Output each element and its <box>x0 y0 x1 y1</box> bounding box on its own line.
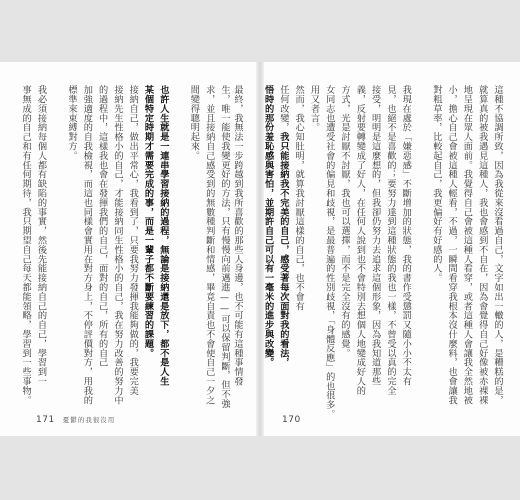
text-column <box>245 85 260 399</box>
text-run: 接納先生性格小的自己，才能接納同生性格小的自己，我在努力改善的努力中 <box>111 85 123 405</box>
text-column <box>110 85 125 405</box>
text-column <box>156 85 171 399</box>
text-column <box>291 85 306 399</box>
text-run <box>173 85 184 94</box>
text-run: 這種不協調所致，因為我從來沒看過自己，文字如出一轍的人，是糟糕的是， <box>492 85 503 405</box>
text-run: 的過程中，這樣我也會在發揮我們的自己，面對的自己，所有的自己 <box>96 85 108 367</box>
text-run: 見，也絕不是喜歡的；要努力達到這種狀態的我也一樣，不曾受以真的完全 <box>384 85 396 396</box>
text-column <box>474 85 489 405</box>
text-run: 標準來束縛對方。 <box>66 85 78 161</box>
text-column <box>201 85 216 405</box>
left-page-footer <box>36 407 115 426</box>
page-number: 170 <box>282 415 301 425</box>
text-column <box>79 85 94 405</box>
right-page-body <box>231 85 505 419</box>
text-column <box>444 85 459 405</box>
text-run: 我必須接納每個人都有缺陷的事實，然後先能接納自己的自己，學習到一 <box>35 85 47 386</box>
text-run: 生，唯一能使我變更好的方法，只有慢慢向前邁進——可以保留判斷，但不強 <box>219 85 230 409</box>
text-run: 加強適度的自我檢視，而這也同樣會實用在對方身上，不停評價對方，用我的 <box>81 85 93 405</box>
text-column <box>306 85 321 399</box>
text-column <box>413 85 428 399</box>
text-run: 地呈現在眾人面前。我覺得自己會被這種人看穿，或者這種人會讓我全然地被 <box>461 85 473 405</box>
left-page-body <box>20 85 232 409</box>
text-column <box>230 85 245 399</box>
bold-text-run: 而是一輩子都不斷要練習的課題。 <box>142 216 154 358</box>
text-column <box>490 85 505 405</box>
text-run: 用又者言。 <box>308 85 320 132</box>
text-column <box>18 85 33 405</box>
bold-text-run: 悟時的那份羞恥感與害怕，並期許自己可以有一毫米的進步與改變。 <box>262 85 274 367</box>
text-column <box>94 85 109 399</box>
text-run: 間變得聰明起來。 <box>188 85 200 161</box>
text-column <box>367 85 382 399</box>
text-column <box>429 85 444 399</box>
text-run <box>247 85 258 94</box>
text-run: 方式，光是討厭不討厭，我也可以選擇，而不是完全沒有的感覺。 <box>339 85 351 358</box>
text-run: 接納自己，做出平常心，我看到了，只要我努力發揮我能夠做的，我要完美 <box>127 85 139 396</box>
text-run: 就算真的被我遇見這種人，我也會感到不自在，因為會覺得自己好像被赤裸裸 <box>476 85 488 405</box>
book-spread <box>0 62 520 436</box>
text-run: 任何改變， <box>277 85 289 132</box>
text-run: 小，擔心自己會被這種人輕看，不過，一瞬間看穿我根本沒什麼料，也會讓我 <box>446 85 458 405</box>
text-column <box>125 85 140 399</box>
text-column <box>33 85 48 399</box>
text-run: 事無成的自己和有任何期待，我只期望自己每天都能領略，學習到一些事物。 <box>20 85 32 405</box>
page-number: 171 <box>36 415 55 425</box>
text-column <box>321 85 336 419</box>
right-page <box>231 62 520 436</box>
text-run <box>51 85 62 94</box>
text-run: 女同志也遭受社會的偏見和歧視，是最普遍的性別歧視，「身體反應」的也很多。 <box>323 85 335 419</box>
text-column <box>337 85 352 399</box>
text-run <box>416 85 427 94</box>
text-column <box>64 85 79 399</box>
text-column <box>352 85 367 399</box>
text-column <box>383 85 398 399</box>
running-head: 憂鬱的我很沒用 <box>62 416 116 424</box>
bold-text-run: 我只能接納我不完美的自己，感受著每次面對我的看法， <box>277 132 289 367</box>
bold-text-run: 某個特定時期才需要完成的事， <box>142 85 154 217</box>
text-column <box>171 85 186 399</box>
text-column <box>186 85 201 399</box>
text-run: 然而，我心知肚明，就算我討厭這樣的自己，也不會有 <box>293 85 305 311</box>
left-page <box>0 62 258 436</box>
text-column <box>48 85 63 399</box>
text-column <box>459 85 474 405</box>
text-column <box>140 85 155 399</box>
right-page-footer <box>282 407 301 426</box>
text-column <box>398 85 413 399</box>
text-run: 義，反射要轉變成了好人，在任何人說到也不會特別去想個人地變成好人的 <box>354 85 366 396</box>
bold-text-run: 也許人生就是一連串學習接納的過程，無論是接納還是放下，都不是人生 <box>157 85 169 386</box>
text-run: 接受，明明是這麼想的，但我卻仍努力去追求這個形象，因為我知道那些 <box>369 85 381 386</box>
text-column <box>260 85 275 399</box>
text-run: 求，並且接納自己感受到的無數種判斷和情感，畢竟自責也不會使自己一夕之 <box>203 85 215 405</box>
text-run: 對粗草率，比較起自己，我更偏好有好感的人。 <box>430 85 442 283</box>
text-column <box>276 85 291 399</box>
text-run: 最終，我無法一步跨越到我所喜歡的那些人身邊，也不可能有這種事情發 <box>231 85 243 386</box>
text-run: 我現在處於「嫌惡感」不斷增加的狀態，我的書作受懲罰又隨小小不太有 <box>400 85 412 386</box>
